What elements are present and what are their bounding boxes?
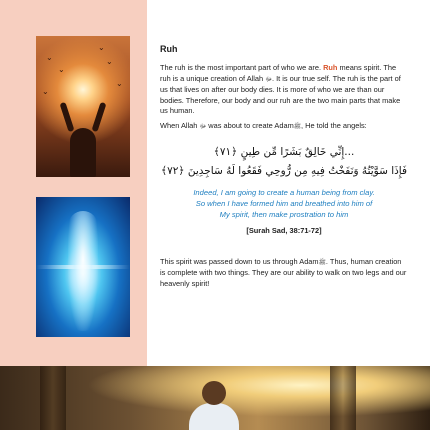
praying-figure bbox=[70, 128, 96, 177]
raised-arm bbox=[60, 102, 75, 132]
raised-arm bbox=[92, 102, 107, 132]
highlight-ruh: Ruh bbox=[323, 63, 338, 72]
verse-reference: [Surah Sad, 38:71-72] bbox=[246, 225, 322, 235]
honorific-glyph: ﷻ bbox=[199, 123, 207, 130]
boy-head bbox=[202, 381, 226, 405]
honorific-glyph: ﷻ bbox=[265, 76, 272, 83]
paragraph-conclusion: This spirit was passed down to us through Adamﷺ. Thus, human creation is complete with two things. They are our ability to walk on two legs and our heavenly spirit! bbox=[160, 256, 407, 288]
paragraph-intro: The ruh is the most important part of who we are. Ruh means spirit. The ruh is a unique creation of Allah ﷻ. It is our true self. The ruh is the part of us that lives on after our body dies. It is more of who we are than our bodies. Therefore, our body and our ruh are the two main parts that make us human. bbox=[160, 63, 401, 116]
paragraph-adam: When Allah ﷻ was about to create Adamﷺ, He told the angels: bbox=[160, 120, 367, 130]
sunset-prayer-photo bbox=[36, 36, 130, 177]
honorific-glyph: ﷺ bbox=[318, 259, 326, 266]
arabic-line-2: فَإِذَا سَوَّيْتُهُ وَنَفَخْتُ فِيهِ مِن رُّوحِي فَقَعُوا لَهُ سَاجِدِينَ ﴿٧٢﴾ bbox=[160, 164, 408, 177]
bird-icon: ⌄ bbox=[116, 79, 123, 88]
spirit-glow bbox=[68, 211, 98, 331]
section-heading: Ruh bbox=[160, 44, 178, 54]
boy-figure bbox=[189, 403, 239, 430]
bird-icon: ⌄ bbox=[42, 87, 49, 96]
bird-icon: ⌄ bbox=[106, 57, 113, 66]
bird-icon: ⌄ bbox=[46, 53, 53, 62]
verse-translation: Indeed, I am going to create a human being from clay. So when I have formed him and breathed into him of My spirit, then make prostration to him bbox=[193, 187, 375, 219]
quran-verse-arabic bbox=[160, 143, 408, 181]
main-content bbox=[160, 44, 408, 289]
honorific-glyph: ﷺ bbox=[293, 123, 301, 130]
boy-in-light-photo bbox=[0, 366, 430, 430]
bird-icon: ⌄ bbox=[98, 43, 105, 52]
pillar bbox=[40, 366, 66, 430]
bird-icon: ⌄ bbox=[58, 65, 65, 74]
pillar bbox=[330, 366, 356, 430]
arabic-line-1: ...إِنِّي خَالِقٌ بَشَرًا مِّن طِينٍ ﴿٧١﴾ bbox=[213, 145, 355, 158]
glowing-spirit-photo bbox=[36, 197, 130, 337]
